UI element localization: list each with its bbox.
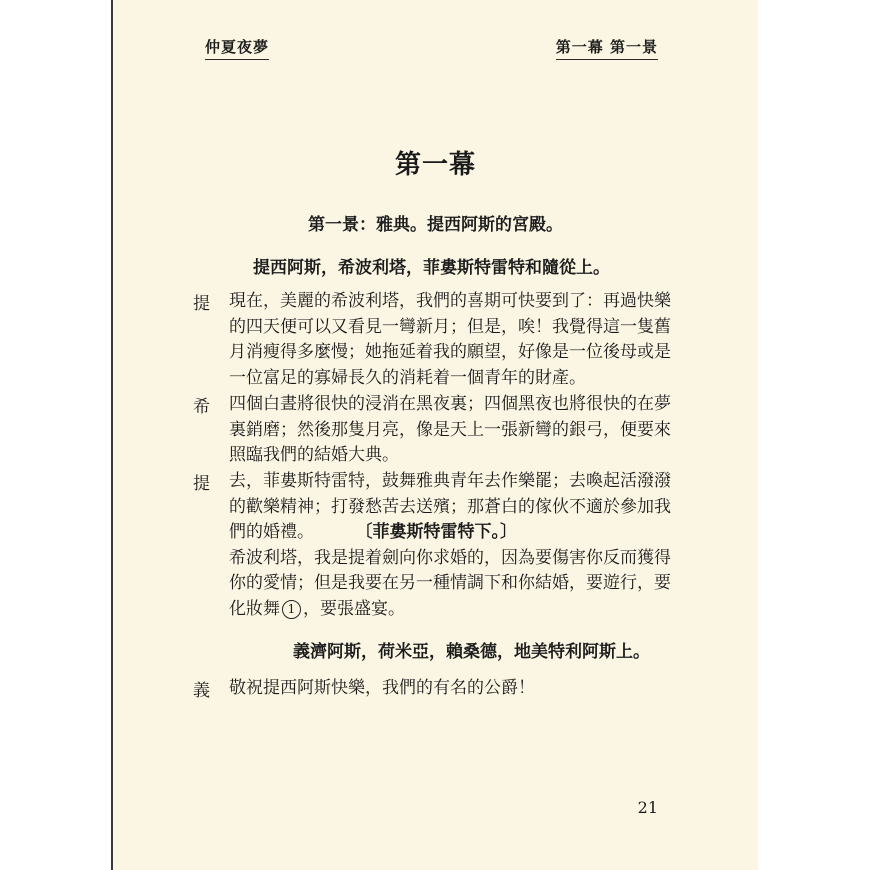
stage-direction: 義濟阿斯，荷米亞，賴桑德，地美特利阿斯上。 [293,642,650,662]
speech-line: 敬祝提西阿斯快樂，我們的有名的公爵！ [229,678,535,698]
speech-block [193,392,683,469]
speech-line [229,597,683,623]
speaker-label: 提 [193,474,210,494]
speech-line: 希波利塔，我是提着劍向你求婚的，因為要傷害你反而獲得 [229,547,671,568]
speech-line: 的歡樂精神；打發愁苦去送殯；那蒼白的傢伙不適於參加我 [229,496,671,517]
speech-line-text: 化妝舞 [229,598,280,619]
stage-direction: 提西阿斯，希波利塔，菲婁斯特雷特和隨從上。 [253,258,610,278]
speech-line: 裏銷磨；然後那隻月亮，像是天上一張新彎的銀弓，便要來 [229,419,671,440]
speech-line: 現在，美麗的希波利塔，我們的喜期可快要到了：再過快樂 [229,291,671,311]
speech-line: 照臨我們的結婚大典。 [229,445,399,465]
running-title-right: 第一幕 第一景 [556,36,658,60]
speaker-label: 義 [193,681,210,701]
speech-line: 四個白晝將很快的浸消在黑夜裏；四個黑夜也將很快的在夢 [229,394,671,414]
speech-line: 月消瘦得多麼慢；她拖延着我的願望，好像是一位後母或是 [229,342,671,362]
book-page [111,0,758,870]
speaker-label: 希 [193,397,210,417]
inline-stage-direction: 〔菲婁斯特雷特下。〕 [364,522,517,542]
speech-block [193,676,683,702]
running-title-left: 仲夏夜夢 [205,36,269,60]
footnote-marker[interactable]: 1 [282,600,301,619]
speech-line-text: 們的婚禮。 [229,522,314,542]
speech-block [193,469,683,622]
speech-block [193,289,683,391]
speech-line: 去，菲婁斯特雷特，鼓舞雅典青年去作樂罷；去喚起活潑潑 [229,471,671,491]
scene-title: 第一景：雅典。提西阿斯的宮殿。 [308,215,563,235]
page-number: 21 [637,798,658,817]
act-title: 第一幕 [394,150,476,180]
speech-line: 的四天便可以又看見一彎新月；但是，唉！我覺得這一隻舊 [229,316,671,337]
speech-line-text: ，要張盛宴。 [303,598,405,619]
speech-line [229,520,683,546]
speech-line: 你的愛情；但是我要在另一種情調下和你結婚，要遊行，要 [229,573,671,593]
speech-line: 一位富足的寡婦長久的消耗着一個青年的財產。 [229,367,586,388]
speaker-label: 提 [193,294,210,314]
